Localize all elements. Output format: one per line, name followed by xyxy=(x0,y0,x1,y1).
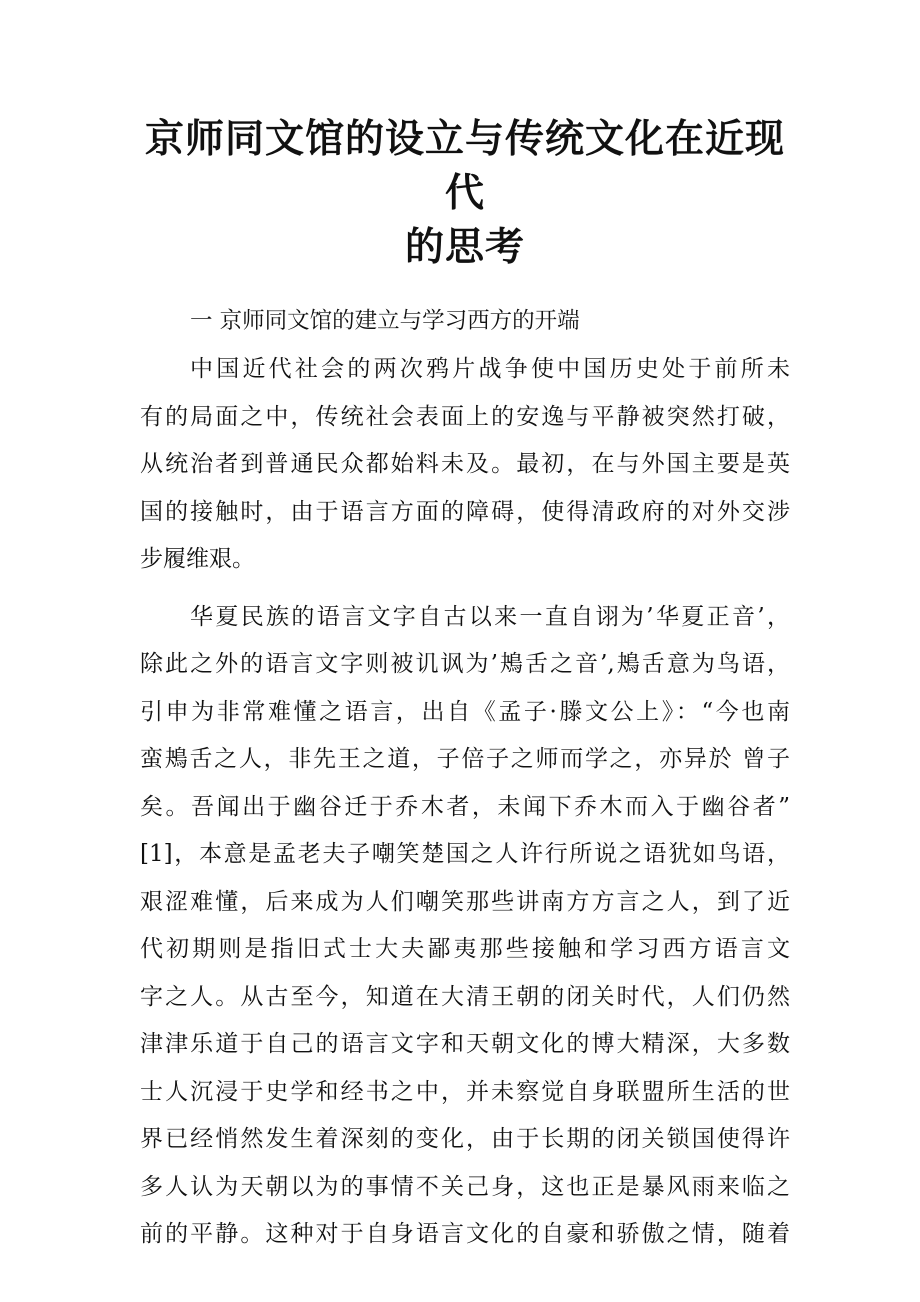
paragraph-line: 前的平静。这种对于自身语言文化的自豪和骄傲之情，随着 xyxy=(140,1221,790,1247)
document-title xyxy=(140,112,790,274)
title-line-2: 的思考 xyxy=(404,224,525,270)
paragraph-line: 士人沉浸于史学和经书之中，并未察觉自身联盟所生活的世 xyxy=(140,1078,790,1105)
paragraph-2 xyxy=(140,594,790,1259)
paragraph-line: 中国近代社会的两次鸦片战争使中国历史处于前所未 xyxy=(190,356,790,382)
paragraph-line: 从统治者到普通民众都始料未及。最初，在与外国主要是英 xyxy=(140,451,790,477)
paragraph-line: 华夏民族的语言文字自古以来一直自诩为’华夏正音’， xyxy=(190,603,790,630)
paragraph-line: 津津乐道于自己的语言文字和天朝文化的博大精深，大多数 xyxy=(140,1031,790,1057)
paragraph-line: 蛮鴂舌之人，非先王之道，子倍子之师而学之，亦异於 曾子 xyxy=(140,746,790,772)
paragraph-line: 多人认为天朝以为的事情不关己身，这也正是暴风雨来临之 xyxy=(140,1173,790,1200)
paragraph-gap xyxy=(140,584,790,594)
title-line-1: 京师同文馆的设立与传统文化在近现代 xyxy=(144,116,785,216)
paragraph-line: 艰涩难懂，后来成为人们嘲笑那些讲南方方言之人，到了近 xyxy=(140,888,790,915)
paragraph-line: 字之人。从古至今，知道在大清王朝的闭关时代，人们仍然 xyxy=(140,983,790,1010)
paragraph-line: 矣。吾闻出于幽谷迁于乔木者，未闻下乔木而入于幽谷者” xyxy=(140,793,790,820)
paragraph-line: 代初期则是指旧式士大夫鄙夷那些接触和学习西方语言文 xyxy=(140,936,790,962)
paragraph-line: 国的接触时，由于语言方面的障碍，使得清政府的对外交涉 xyxy=(140,498,790,525)
paragraph-line: 步履维艰。 xyxy=(140,546,255,572)
paragraph-line: [1]，本意是孟老夫子嘲笑楚国之人许行所说之语犹如鸟语， xyxy=(140,841,790,867)
paragraph-line: 除此之外的语言文字则被讥讽为’鴂舌之音’,鴂舌意为鸟语， xyxy=(140,651,790,677)
paragraph-line: 有的局面之中，传统社会表面上的安逸与平静被突然打破， xyxy=(140,403,790,430)
paragraph-line: 引申为非常难懂之语言，出自《孟子·滕文公上》：“今也南 xyxy=(140,698,790,725)
paragraph-1 xyxy=(140,346,790,584)
paragraph-line: 界已经悄然发生着深刻的变化，由于长期的闭关锁国使得许 xyxy=(140,1126,790,1152)
section-heading: 一 京师同文馆的建立与学习西方的开端 xyxy=(190,308,580,334)
